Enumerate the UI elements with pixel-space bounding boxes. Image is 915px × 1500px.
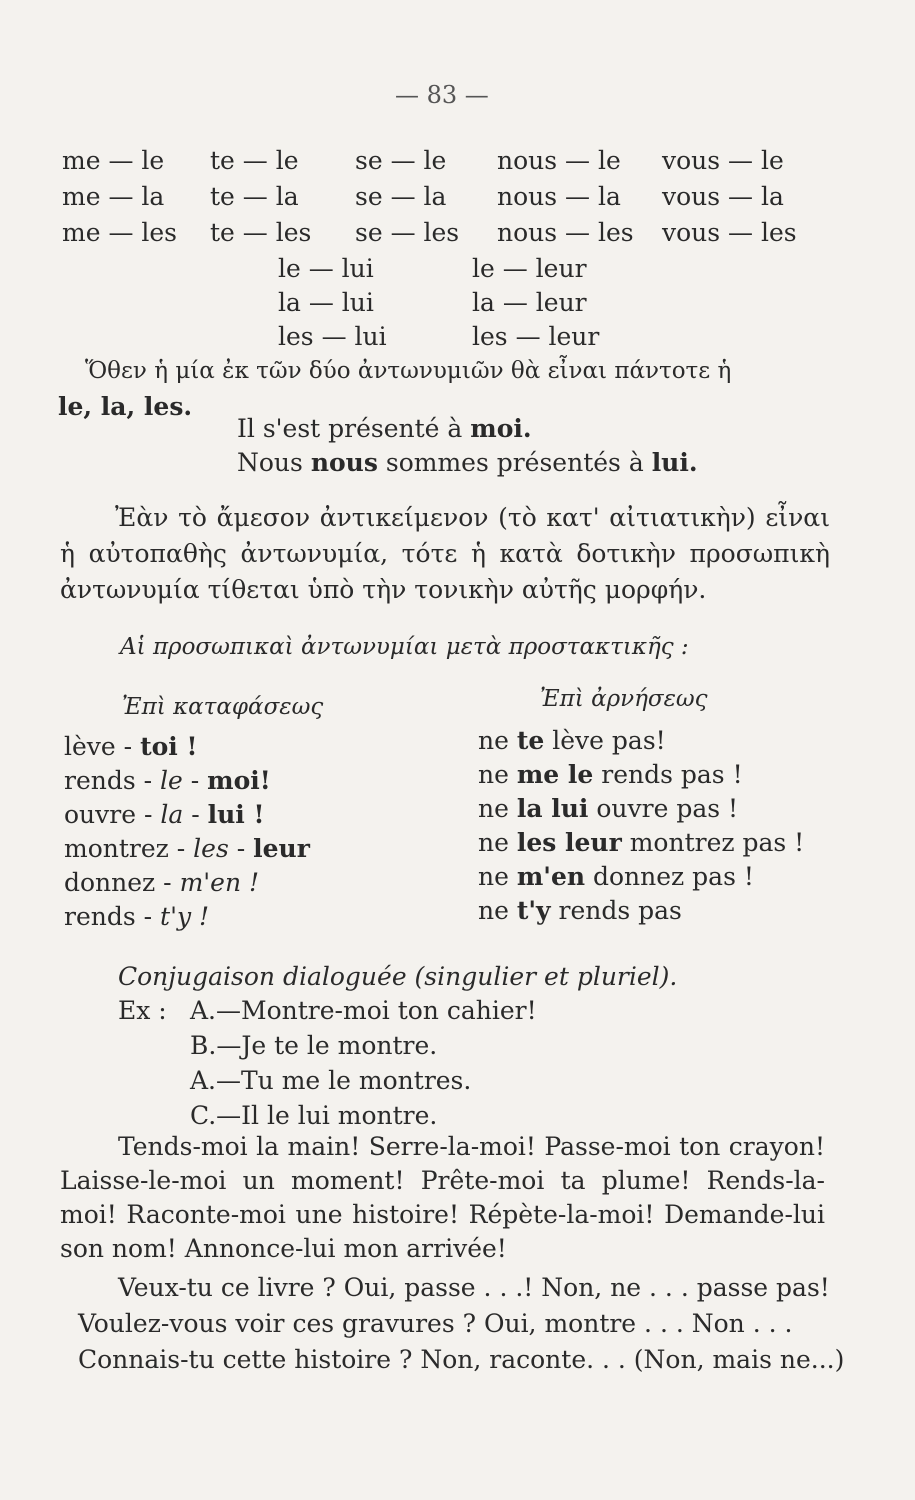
list-item: donnez - m'en !	[64, 868, 260, 897]
cell: la — leur	[472, 288, 587, 317]
cell: te — la	[210, 182, 299, 211]
example-line: Il s'est présenté à moi.	[237, 414, 532, 443]
dialogue-line: C.—Il le lui montre.	[190, 1101, 438, 1130]
paragraph-line: Veux-tu ce livre ? Oui, passe . . .! Non, ne . . . passe pas!	[118, 1273, 830, 1302]
cell: te — les	[210, 218, 312, 247]
greek-rule-line: Ὅθεν ἡ μία ἐκ τῶν δύο ἀντωνυμιῶν θὰ εἶναι πάντοτε ἡ	[85, 358, 732, 384]
greek-rule-line-end: le, la, les.	[58, 392, 193, 421]
cell: le — lui	[278, 254, 374, 283]
list-item: lève - toi !	[64, 732, 198, 761]
list-item: ne m'en donnez pas !	[478, 862, 754, 891]
cell: se — les	[355, 218, 460, 247]
dialogue-line: A.—Tu me le montres.	[190, 1066, 472, 1095]
dialogue-line: A.—Montre-moi ton cahier!	[190, 996, 537, 1025]
list-item: ne me le rends pas !	[478, 760, 743, 789]
list-item: ne la lui ouvre pas !	[478, 794, 739, 823]
cell: les — lui	[278, 322, 387, 351]
cell: me — la	[62, 182, 165, 211]
cell: le — leur	[472, 254, 587, 283]
cell: les — leur	[472, 322, 600, 351]
list-item: ne les leur montrez pas !	[478, 828, 805, 857]
negative-heading: Ἐπὶ ἀρνήσεως	[540, 686, 708, 712]
list-item: rends - le - moi!	[64, 766, 271, 795]
paragraph: Tends-moi la main! Serre-la-moi! Passe-moi ton crayon! Laisse-le-moi un moment! Prête-moi ta plume! Rends-la-moi! Raconte-moi une histoire! Répète-la-moi! Demande-lui son nom! Annonce-lui mon arrivée!	[60, 1132, 825, 1263]
cell: me — le	[62, 146, 165, 175]
cell: vous — la	[662, 182, 784, 211]
example-line: Nous nous sommes présentés à lui.	[237, 448, 698, 477]
cell: me — les	[62, 218, 178, 247]
cell: se — la	[355, 182, 447, 211]
cell: te — le	[210, 146, 299, 175]
page-number: — 83 —	[395, 81, 489, 109]
list-item: montrez - les - leur	[64, 834, 310, 863]
cell: nous — les	[497, 218, 634, 247]
cell: vous — le	[662, 146, 784, 175]
paragraph-line: Voulez-vous voir ces gravures ? Oui, montre . . . Non . . .	[78, 1309, 793, 1338]
cell: nous — le	[497, 146, 621, 175]
cell: nous — la	[497, 182, 621, 211]
dialogue-line: B.—Je te le montre.	[190, 1031, 438, 1060]
paragraph-line: Connais-tu cette histoire ? Non, raconte. . . (Non, mais ne...)	[78, 1345, 845, 1374]
list-item: ne te lève pas!	[478, 726, 666, 755]
dialogue-heading: Conjugaison dialoguée (singulier et pluriel).	[118, 962, 678, 991]
cell: se — le	[355, 146, 447, 175]
cell: vous — les	[662, 218, 797, 247]
list-item: ouvre - la - lui !	[64, 800, 265, 829]
imperative-heading: Αἱ προσωπικαὶ ἀντωνυμίαι μετὰ προστακτικῆς :	[120, 634, 689, 660]
affirmative-heading: Ἐπὶ καταφάσεως	[122, 694, 324, 720]
greek-rule-2: Ἐὰν τὸ ἄμεσον ἀντικείμενον (τὸ κατ' αἰτιατικὴν) εἶναι ἡ αὐτοπαθὴς ἀντωνυμία, τότε ἡ κατὰ δοτικὴν προσωπικὴ ἀντωνυμία τίθεται ὑπὸ τὴν τονικὴν αὐτῆς μορφήν.	[60, 503, 830, 604]
cell: la — lui	[278, 288, 374, 317]
list-item: rends - t'y !	[64, 902, 210, 931]
list-item: ne t'y rends pas	[478, 896, 682, 925]
ex-label: Ex :	[118, 996, 167, 1025]
